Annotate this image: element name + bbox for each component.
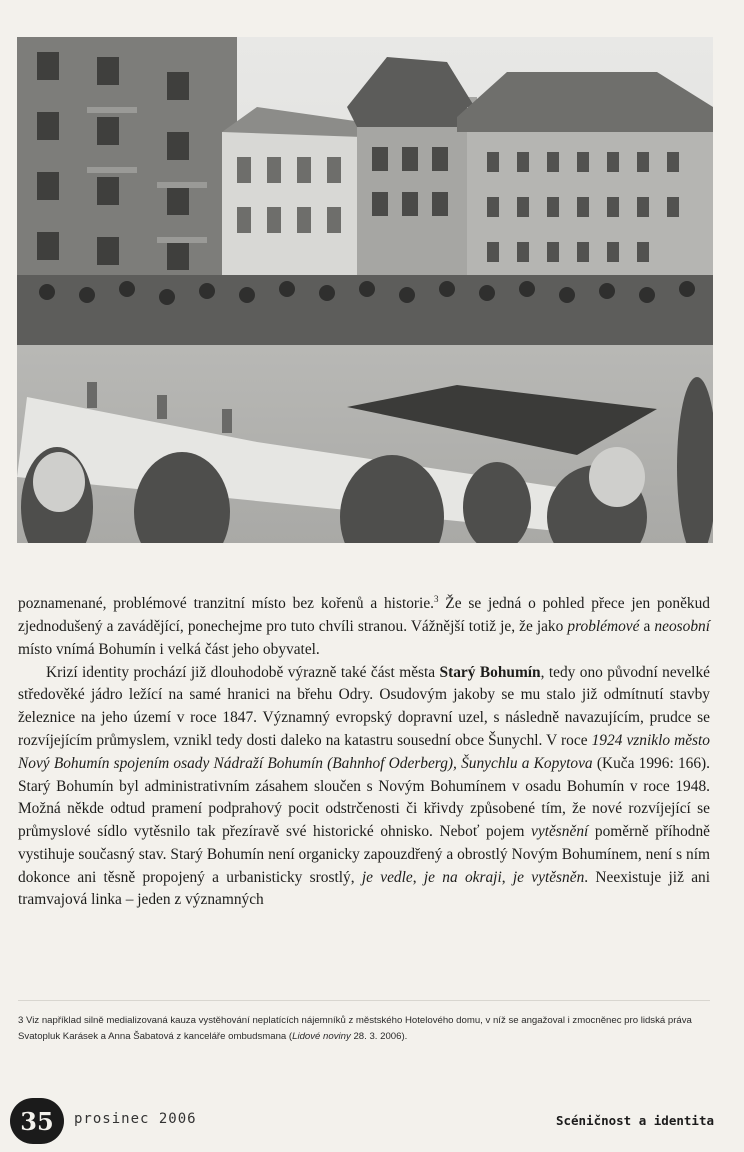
paragraph-1 xyxy=(18,588,710,662)
paragraph-2 xyxy=(18,662,710,913)
footnote-divider xyxy=(18,1000,710,1001)
article-body xyxy=(18,588,710,912)
italic-text: 1924 vzniklo město Nový Bohumín spojením osady Nádraží Bohumín (Bahnhof Oderberg), Šunychlu a Kopytova xyxy=(18,731,711,772)
text-run: (Kuča 1996: 166). Starý Bohumín byl administrativním zásahem sloučen s Novým Bohumínem v osadu Bohumín v roce 1948. Možná někde odtud pramení podprahový pocit odstrčenosti či křivdy způsobené tím, že nové rozvíjející se průmyslové sídlo vytěsnilo tak přezíravě své historické ohnisko. Neboť pojem xyxy=(18,754,711,841)
footnote-ref: 3 xyxy=(434,594,439,604)
italic-text: je vytěsněn xyxy=(512,868,585,886)
italic-text: neosobní xyxy=(654,617,710,635)
section-title: Scéničnost a identita xyxy=(555,1113,714,1128)
text-run: , xyxy=(412,868,424,886)
italic-text: je na okraji xyxy=(423,868,502,886)
text-run: místo vnímá Bohumín i velká část jeho obyvatel. xyxy=(18,640,320,658)
issue-date: prosinec 2006 xyxy=(74,1111,197,1127)
italic-text: Lidové noviny xyxy=(292,1031,351,1042)
page-footer xyxy=(10,1098,714,1144)
text-run: a xyxy=(639,617,655,635)
text-run: Krizí identity prochází již dlouhodobě výrazně také část města xyxy=(46,663,440,681)
text-run: Že se jedná o pohled přece jen poněkud zjednodušený a zavádějící, ponechejme pro tuto chvíli stranou. Vážnější totiž je, že jako xyxy=(18,595,710,635)
italic-text: vytěsnění xyxy=(531,823,589,841)
photo-illustration xyxy=(17,37,713,543)
text-run: poznamenané, problémové tranzitní místo bez kořenů a historie. xyxy=(18,595,434,613)
footnote xyxy=(18,1013,708,1045)
italic-text: problémové xyxy=(567,617,640,635)
text-run: poměrně příhodně vystihuje současný stav. Starý Bohumín není organicky zapouzdřený a obrostlý Novým Bohumínem, není s ním dokonce ani těsně propojený a urbanisticky srostlý, xyxy=(18,823,711,886)
text-run: . Neexistuje již ani tramvajová linka – jeden z významných xyxy=(18,868,711,909)
text-run: 28. 3. 2006). xyxy=(350,1031,408,1042)
article-photo xyxy=(17,37,713,543)
text-run: , xyxy=(501,868,513,886)
text-run: 3 Viz například silně medializovaná kauza vystěhování neplatících nájemníků z městského Hotelového domu, v níž se angažoval i zmocněnec pro lidská práva Svatopluk Karásek a Anna Šabatová z kanceláře ombudsmana ( xyxy=(18,1015,692,1042)
bold-text: Starý Bohumín xyxy=(439,663,541,681)
italic-text: je vedle xyxy=(361,868,413,886)
text-run: , tedy ono původní nevelké středověké jádro ležící na samé hranici na břehu Odry. Osudovým jakoby se mu stalo již odmítnutí stavby železnice na jeho území v roce 1847. Významný evropský dopravní uzel, s následně navazujícím, prudce se rozvíjejícím průmyslem, vznikl tedy dosti daleko na katastru sousední obce Šunychl. V roce xyxy=(18,663,710,749)
page-number: 35 xyxy=(10,1098,64,1144)
